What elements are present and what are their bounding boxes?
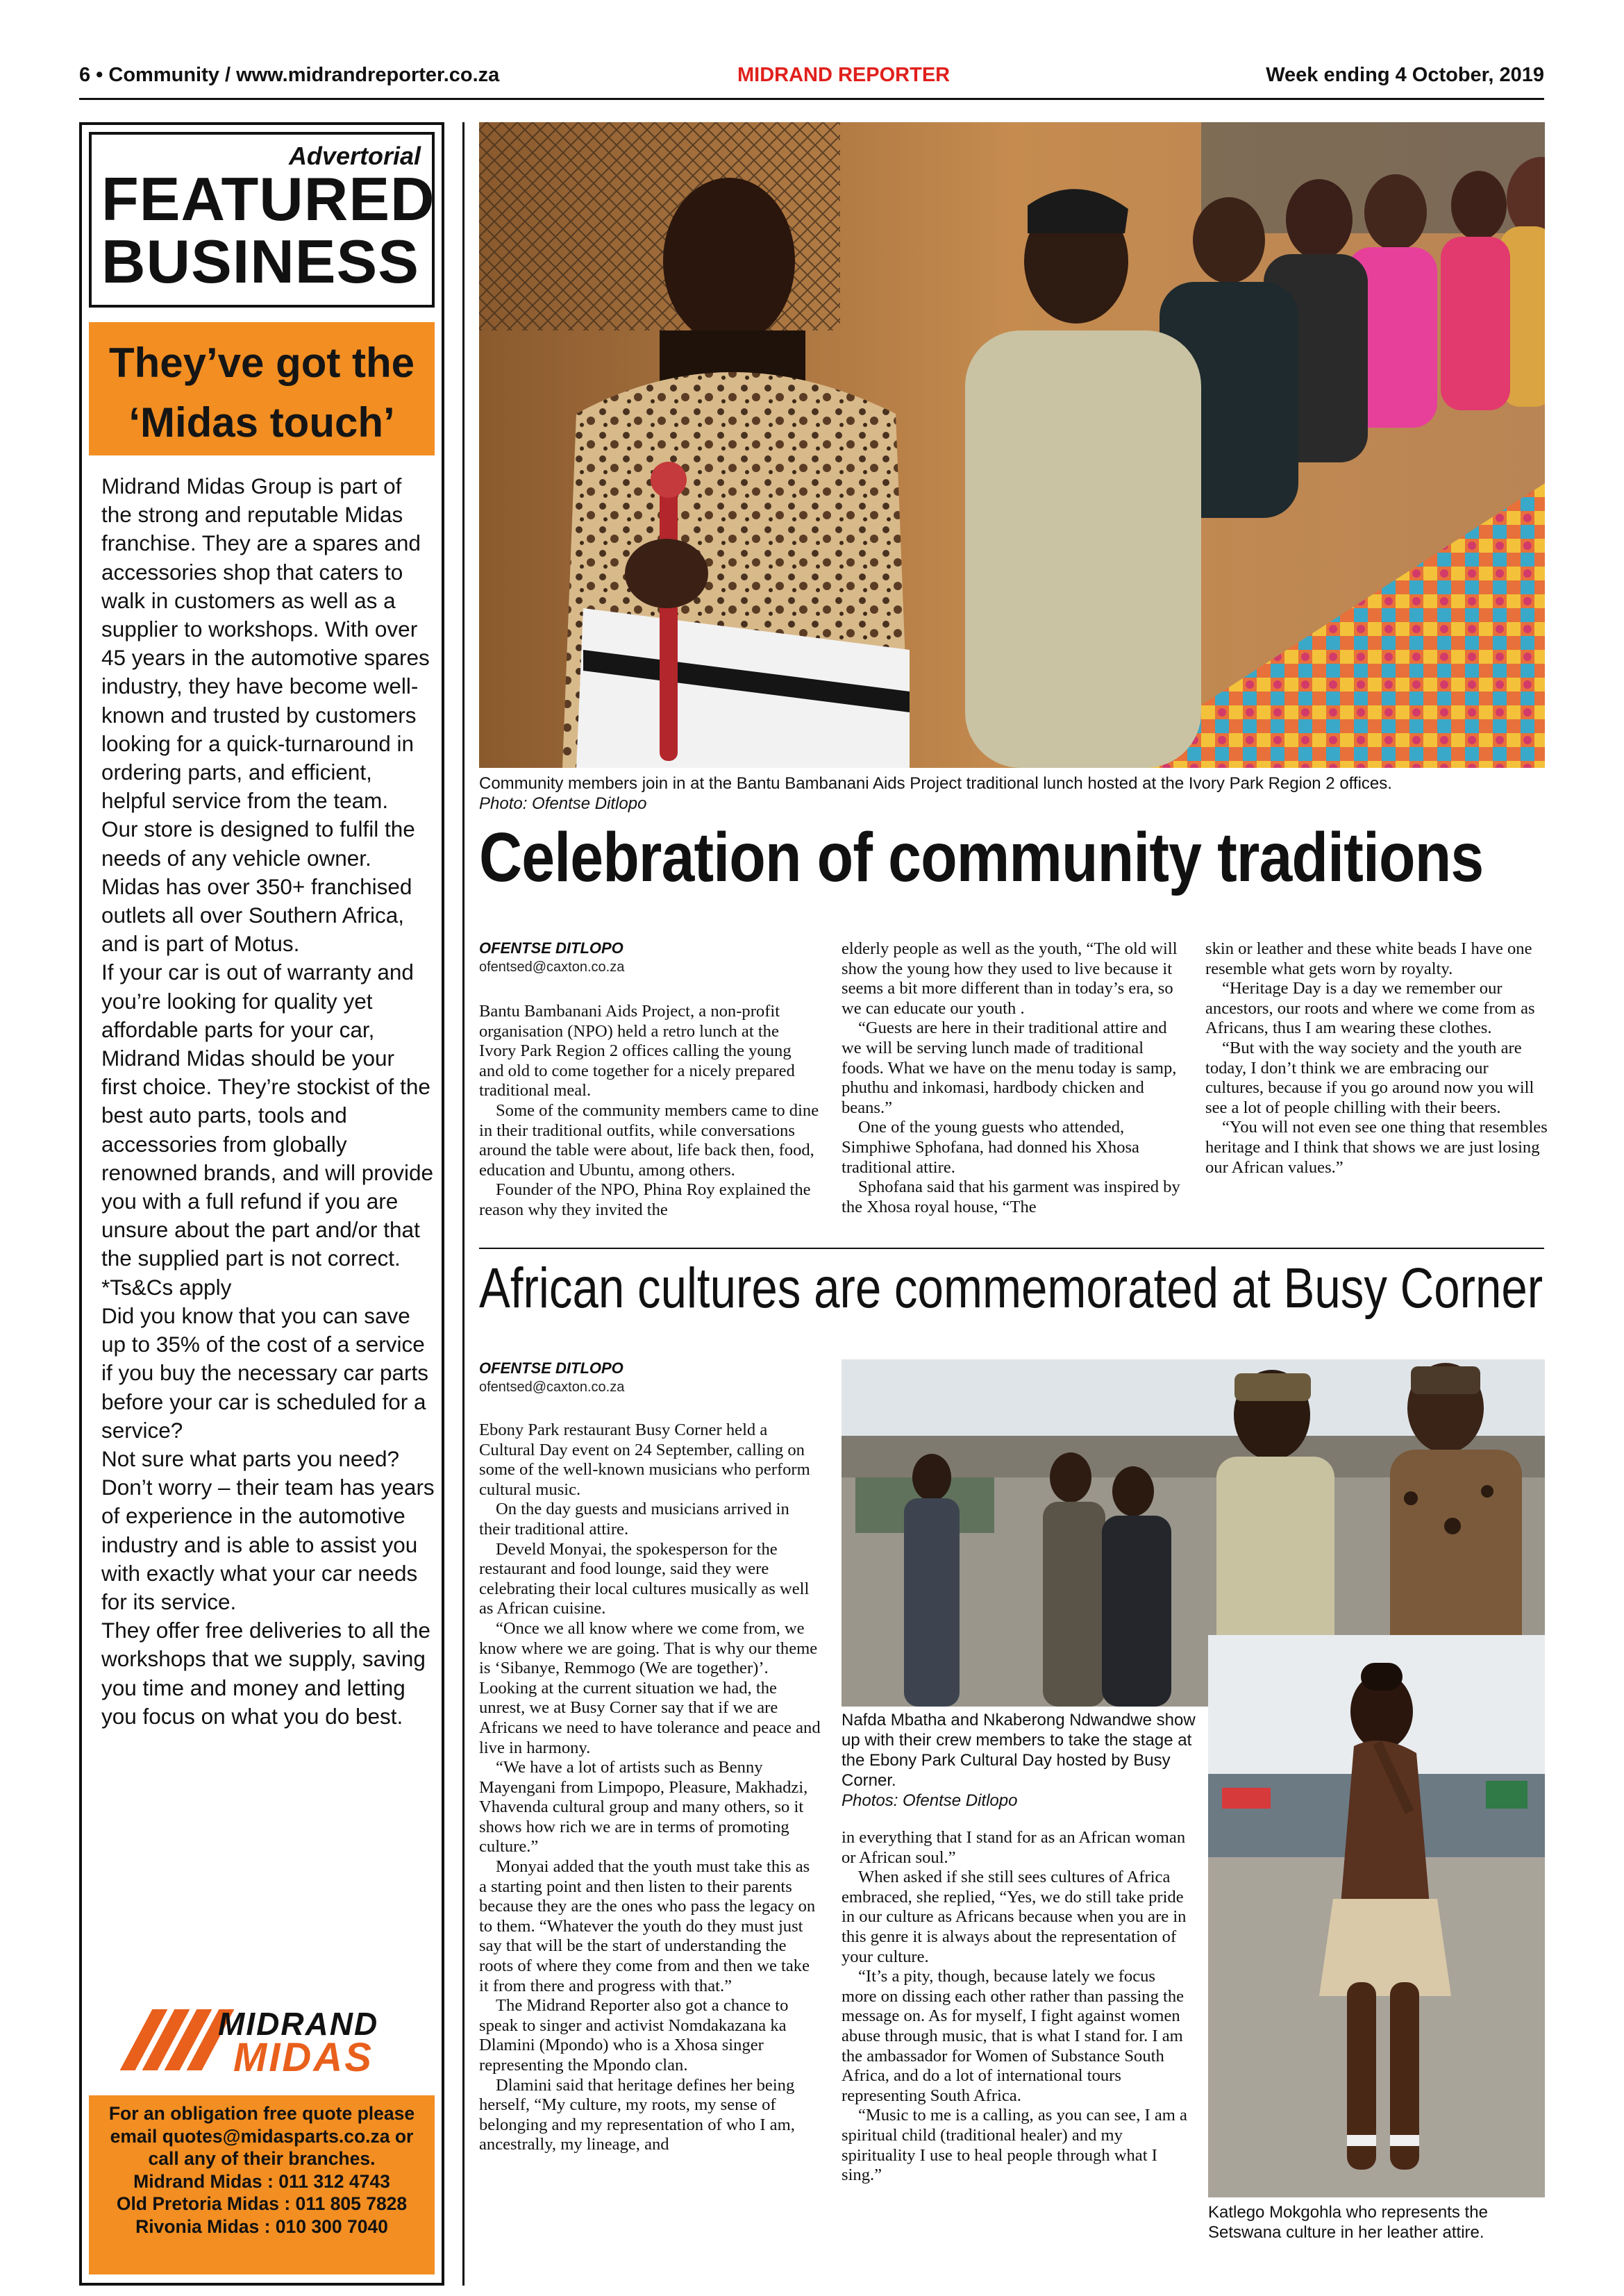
- photo-caption: Community members join in at the Bantu Bambanani Aids Project traditional lunch hosted at the Ivory Park Region 2 offices. Photo: Ofentse Ditlopo: [479, 774, 1392, 813]
- advertorial-body: Midrand Midas Group is part of the strong and reputable Midas franchise. They are a spares and accessories shop that caters to walk in customers as well as a supplier to workshops. With over 45 years in the automotive spares industry, they have become well-known and trusted by customers looking for a quick-turnaround in ordering parts, and efficient, helpful service from the team. Our store is designed to fulfil the needs of any vehicle owner. Midas has over 350+ franchised outlets all over Southern Africa, and is part of Motus. If your car is out of warranty and you’re looking for quality yet affordable parts for your car, Midrand Midas should be your first choice. They’re stockist of the best auto parts, tools and accessories from globally renowned brands, and will provide you with a full refund if you are unsure about the part and/or that the supplied part is not correct. *Ts&Cs apply Did you know that you can save up to 35% of the cost of a service if you buy the necessary car parts before your car is scheduled for a service? Not sure what parts you need? Don’t worry – their team has years of experience in the automotive industry and is able to assist you with exactly what your car needs for its service. They offer free deliveries to all the workshops that we supply, saving you time and money and letting you focus on what you do best.: [101, 474, 435, 1729]
- author-email: ofentsed@caxton.co.za: [479, 1380, 625, 1395]
- featured-business-header: [89, 132, 435, 308]
- advertorial-headline-band: [89, 322, 435, 455]
- story-headline: Celebration of community traditions: [479, 819, 1484, 896]
- advertorial-box: [79, 122, 444, 2286]
- photo-image-icon: [1208, 1635, 1545, 2197]
- featured-business-title: FEATURED BUSINESS: [101, 165, 435, 296]
- author-email: ofentsed@caxton.co.za: [479, 960, 625, 975]
- setswana-dancer-photo: [1208, 1635, 1545, 2197]
- photo-image-icon: [479, 122, 1545, 768]
- story-headline: African cultures are commemorated at Busy Corner: [479, 1257, 1543, 1320]
- midrand-midas-logo: MIDRAND MIDAS: [115, 1994, 407, 2084]
- header-rule: [79, 98, 1544, 100]
- issue-date: Week ending 4 October, 2019: [1266, 64, 1544, 86]
- photo-caption: Nafda Mbatha and Nkaberong Ndwandwe show up with their crew members to take the stage at the Ebony Park Cultural Day hosted by Busy Corner. Photos: Ofentse Ditlopo: [842, 1711, 1196, 1810]
- byline: OFENTSE DITLOPO: [479, 939, 623, 957]
- story-column-1: Bantu Bambanani Aids Project, a non-profit organisation (NPO) held a retro lunch at the Ivory Park Region 2 offices calling the young and old to come together for a nicely prepared traditional meal. Some of the community members came to dine in their traditional outfits, while conversations around the table were about, life back then, food, education and Ubuntu, among others. Founder of the NPO, Phina Roy explained the reason why they invited the: [479, 1002, 819, 1219]
- story-column-1: Ebony Park restaurant Busy Corner held a Cultural Day event on 24 September, calling on some of the well-known musicians who perform cultural music. On the day guests and musicians arrived in their traditional attire. Develd Monyai, the spokesperson for the restaurant and food lounge, said they were celebrating their local cultures musically as well as African cuisine. “Once we all know where we come from, we know where we are going. That is why our theme is ‘Sibanye, Remmogo (We are together)’. Looking at the current situation we had, the unrest, we at Busy Corner say that if we are Africans we need to have tolerance and peace and live in harmony. “We have a lot of artists such as Benny Mayengani from Limpopo, Pleasure, Makhadzi, Vhavenda cultural group and many others, so it shows how rich we are in terms of promoting culture.” Monyai added that the youth must take this as a starting point and then listen to their parents because they are the ones who pass the legacy on to them. “Whatever the youth do they must just say that will be the start of understanding the roots of where they come from and then we take it from there and progress with that.” The Midrand Reporter also got a chance to speak to singer and activist Nomdakazana ka Dlamini (Mpondo) who is a Xhosa singer representing the Mpondo clan. Dlamini said that heritage defines her being herself, “My culture, my roots, my sense of belonging and my representation of who I am, ancestrally, my lineage, and: [479, 1421, 821, 2154]
- advertorial-label: Advertorial: [288, 142, 421, 170]
- photo-caption: Katlego Mokgohla who represents the Setswana culture in her leather attire.: [1208, 2203, 1488, 2242]
- byline: OFENTSE DITLOPO: [479, 1359, 623, 1377]
- advertorial-headline: They’ve got the ‘Midas touch’: [108, 340, 415, 446]
- story-column-2: in everything that I stand for as an African woman or African soul.” When asked if she still sees cultures of Africa embraced, she replied, “Yes, we do still take pride in our culture as Africans because when you are in this genre it is always about the representation of your culture. “It’s a pity, though, because lately we focus more on dissing each other rather than passing the message on. As for myself, I fight against women abuse through music, that is what I stand for. I am the ambassador for Women of Substance South Africa, and do a lot of international tours representing South Africa. “Music to me is a calling, as you can see, I am a spiritual child (traditional healer) and my spirituality I use to heal people through what I sing.”: [842, 1828, 1187, 2185]
- story-column-2: elderly people as well as the youth, “The old will show the young how they used to live because it seems a bit more different than in today’s era, so we can educate our youth . “Guests are here in their traditional attire and we will be serving lunch made of traditional foods. What we have on the menu today is samp, phuthu and inkomasi, hardbody chicken and beans.” One of the young guests who attended, Simphiwe Sphofana, had donned his Xhosa traditional attire. Sphofana said that his garment was inspired by the Xhosa royal house, “The: [842, 939, 1180, 1216]
- story-column-3: skin or leather and these white beads I have one resemble what gets worn by royalty. “Heritage Day is a day we remember our ancestors, our roots and where we come from as Africans, thus I am wearing these clothes. “But with the way society and the youth are today, I don’t think we are embracing our cultures, because if you go around now you will see a lot of people chilling with their beers. “You will not even see one thing that resembles heritage and I think that shows we are just losing our African values.”: [1205, 939, 1548, 1177]
- advertorial-contact: For an obligation free quote please email quotes@midasparts.co.za or call any of their branches. Midrand Midas : 011 312 4743 Old Pretoria Midas : 011 805 7828 Rivonia Midas : 010 300 7040: [89, 2095, 435, 2274]
- page-folio: 6 • Community / www.midrandreporter.co.za: [79, 64, 500, 86]
- column-divider: [462, 122, 464, 2286]
- masthead: MIDRAND REPORTER: [737, 64, 951, 86]
- story-divider: [479, 1248, 1544, 1249]
- logo-stripes-icon: [115, 2009, 219, 2070]
- traditional-lunch-photo: [479, 122, 1545, 768]
